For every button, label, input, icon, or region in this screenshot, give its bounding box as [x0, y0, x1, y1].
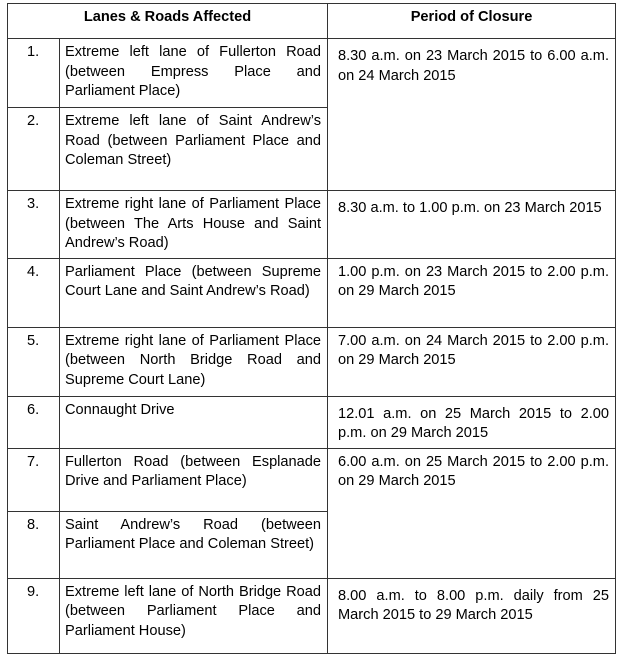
table-row — [8, 258, 616, 327]
road-description: Extreme left lane of Fullerton Road (between Empress Place and Parliament Place) — [60, 39, 328, 108]
road-description: Parliament Place (between Supreme Court Lane and Saint Andrew’s Road) — [60, 258, 328, 327]
road-description: Extreme left lane of Saint Andrew’s Road (between Parliament Place and Coleman Street) — [60, 108, 328, 191]
road-description: Extreme right lane of Parliament Place (between The Arts House and Saint Andrew’s Road) — [60, 191, 328, 259]
road-description: Connaught Drive — [60, 396, 328, 448]
row-number: 8. — [8, 511, 60, 578]
row-number: 2. — [8, 108, 60, 191]
row-number: 7. — [8, 448, 60, 511]
header-roads-affected: Lanes & Roads Affected — [8, 4, 328, 39]
row-number: 4. — [8, 258, 60, 327]
table-row — [8, 39, 616, 108]
table-row — [8, 448, 616, 511]
road-description: Saint Andrew’s Road (between Parliament Place and Coleman Street) — [60, 511, 328, 578]
table-row — [8, 578, 616, 653]
closure-period: 8.00 a.m. to 8.00 p.m. daily from 25 March 2015 to 29 March 2015 — [328, 578, 616, 653]
closure-period: 8.30 a.m. on 23 March 2015 to 6.00 a.m. on 24 March 2015 — [328, 39, 616, 191]
table-row — [8, 396, 616, 448]
table-row — [8, 191, 616, 259]
road-description: Fullerton Road (between Esplanade Drive and Parliament Place) — [60, 448, 328, 511]
road-description: Extreme right lane of Parliament Place (between North Bridge Road and Supreme Court Lane) — [60, 327, 328, 396]
road-closure-table — [7, 3, 616, 654]
closure-period: 6.00 a.m. on 25 March 2015 to 2.00 p.m. on 29 March 2015 — [328, 448, 616, 578]
row-number: 6. — [8, 396, 60, 448]
closure-period: 12.01 a.m. on 25 March 2015 to 2.00 p.m. on 29 March 2015 — [328, 396, 616, 448]
road-description: Extreme left lane of North Bridge Road (between Parliament Place and Parliament House) — [60, 578, 328, 653]
closure-period: 8.30 a.m. to 1.00 p.m. on 23 March 2015 — [328, 191, 616, 259]
row-number: 1. — [8, 39, 60, 108]
header-period-of-closure: Period of Closure — [328, 4, 616, 39]
row-number: 3. — [8, 191, 60, 259]
closure-period: 1.00 p.m. on 23 March 2015 to 2.00 p.m. on 29 March 2015 — [328, 258, 616, 327]
closure-period: 7.00 a.m. on 24 March 2015 to 2.00 p.m. on 29 March 2015 — [328, 327, 616, 396]
table-row — [8, 327, 616, 396]
table-header-row — [8, 4, 616, 39]
row-number: 5. — [8, 327, 60, 396]
row-number: 9. — [8, 578, 60, 653]
